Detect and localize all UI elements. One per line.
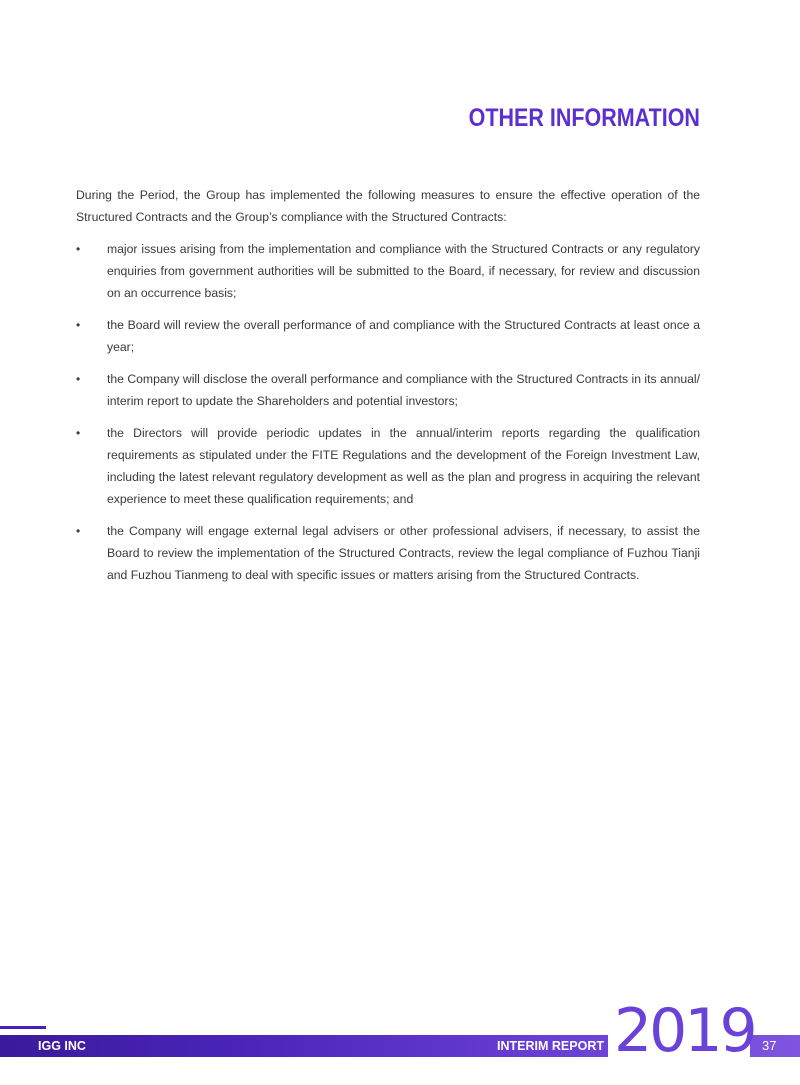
bullet-icon: •	[76, 242, 81, 256]
intro-paragraph: During the Period, the Group has implemented the following measures to ensure the effective operation of the Structured Contracts and the Group’s compliance with the Structured Contracts:	[76, 188, 700, 224]
measures-list	[76, 238, 700, 586]
bullet-icon: •	[76, 372, 81, 386]
list-item	[76, 368, 700, 412]
list-item-text: major issues arising from the implementation and compliance with the Structured Contracts or any regulatory enquiries from government authorities will be submitted to the Board, if necessary, for review and discussion on an occurrence basis;	[107, 242, 700, 300]
bullet-icon: •	[76, 318, 81, 332]
bullet-icon: •	[76, 426, 81, 440]
footer-report-label: INTERIM REPORT	[497, 1039, 604, 1053]
list-item	[76, 314, 700, 358]
bullet-icon: •	[76, 524, 81, 538]
footer-company-name: IGG INC	[38, 1039, 86, 1053]
list-item	[76, 422, 700, 510]
list-item-text: the Board will review the overall performance of and compliance with the Structured Contracts at least once a year;	[107, 318, 700, 354]
list-item-text: the Directors will provide periodic updates in the annual/interim reports regarding the qualification requirements as stipulated under the FITE Regulations and the development of the Foreign Investment Law, including the latest relevant regulatory development as well as the plan and progress in acquiring the relevant experience to meet these qualification requirements; and	[107, 426, 700, 506]
footer-accent-line	[0, 1026, 46, 1029]
footer-year: 2019	[614, 996, 755, 1066]
list-item	[76, 238, 700, 304]
page-title: OTHER INFORMATION	[468, 104, 700, 132]
list-item-text: the Company will disclose the overall performance and compliance with the Structured Contracts in its annual/ interim report to update the Shareholders and potential investors;	[107, 372, 700, 408]
list-item	[76, 520, 700, 586]
main-content	[76, 184, 700, 596]
list-item-text: the Company will engage external legal advisers or other professional advisers, if necessary, to assist the Board to review the implementation of the Structured Contracts, review the legal compliance of Fuzhou Tianji and Fuzhou Tianmeng to deal with specific issues or matters arising from the Structured Contracts.	[107, 524, 700, 582]
page-number: 37	[762, 1038, 777, 1053]
